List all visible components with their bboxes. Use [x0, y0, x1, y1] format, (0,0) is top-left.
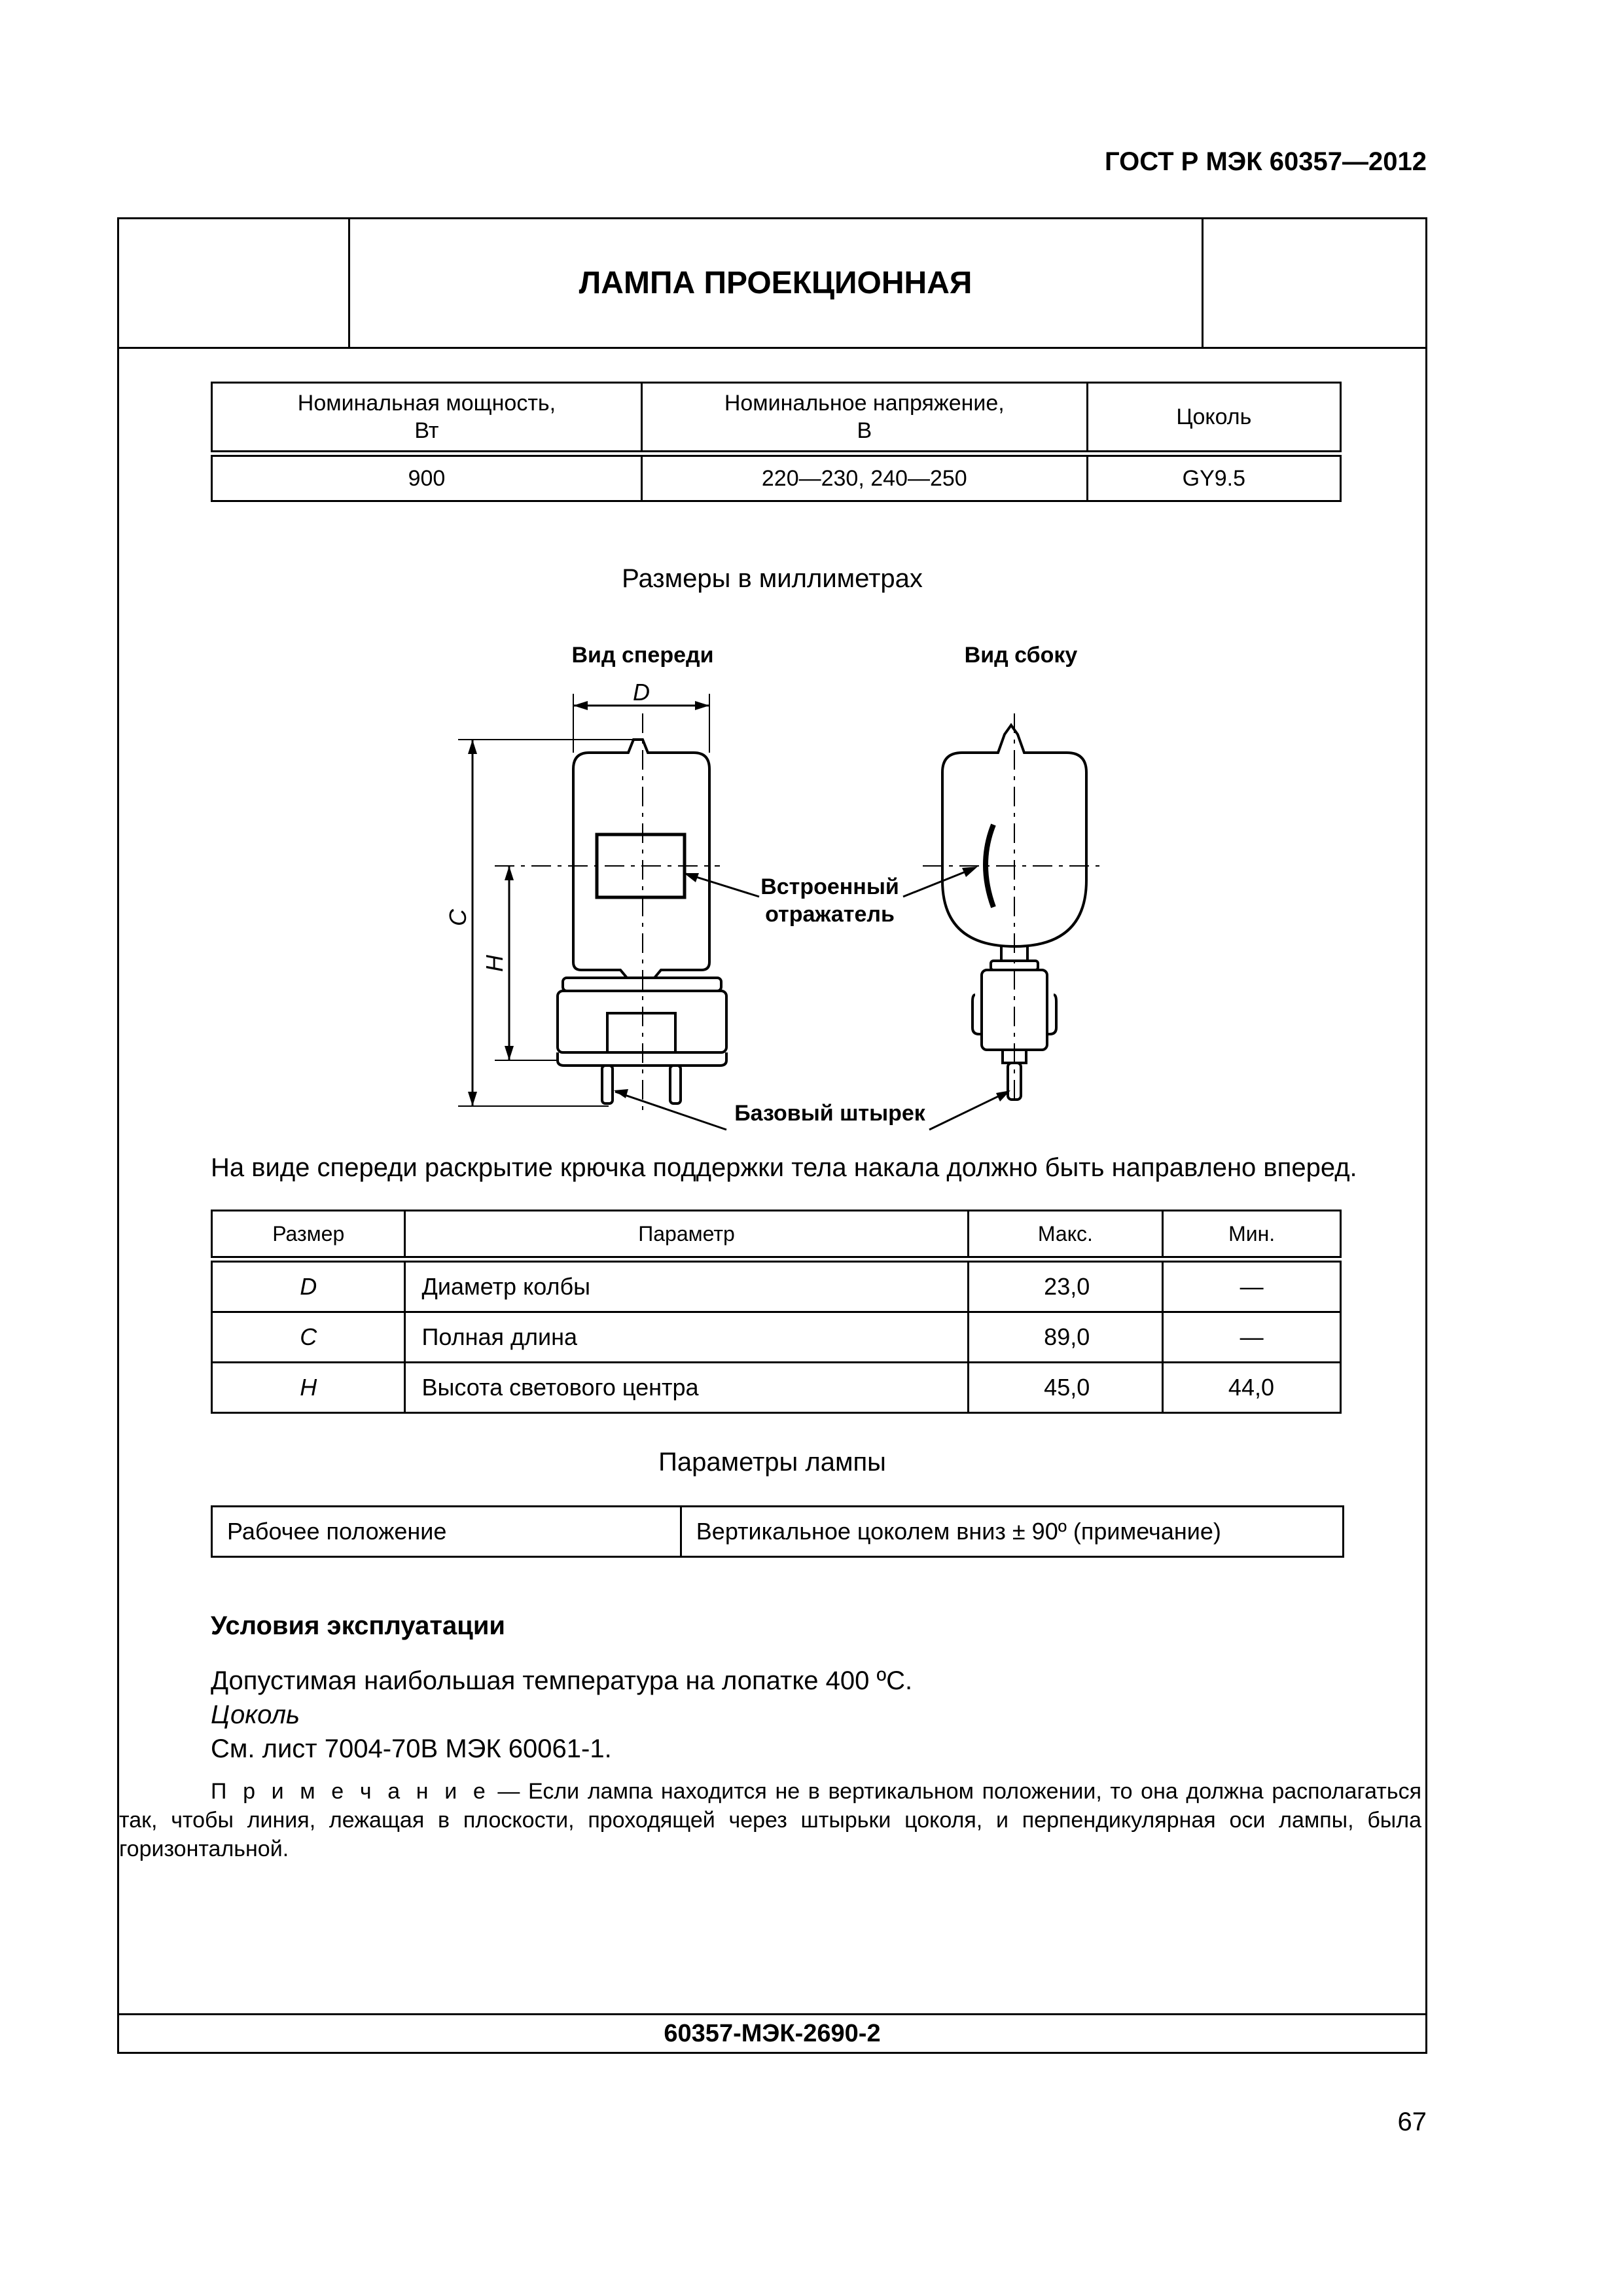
ratings-header-voltage: Номинальное напряжение, В: [641, 383, 1087, 452]
conditions-base-heading: Цоколь: [211, 1700, 300, 1729]
dimensions-header-parameter: Параметр: [405, 1211, 968, 1257]
ratings-header-base: Цоколь: [1087, 383, 1340, 452]
dimension-min: —: [1163, 1312, 1341, 1363]
page-number: 67: [1397, 2108, 1427, 2136]
dimension-max: 45,0: [968, 1363, 1163, 1413]
operating-position-label: Рабочее положение: [212, 1507, 681, 1557]
dimension-d-label: D: [633, 679, 650, 706]
ratings-power-value: 900: [212, 456, 642, 501]
dimension-h-label: H: [481, 955, 508, 972]
page-title: ЛАМПА ПРОЕКЦИОННАЯ: [579, 265, 972, 300]
dimensions-header-size: Размер: [212, 1211, 405, 1257]
front-view-note: На виде спереди раскрытие крючка поддержки тела накала должно быть направлено вперед.: [211, 1153, 1357, 1182]
ratings-header-power: Номинальная мощность, Вт: [212, 383, 642, 452]
conditions-title: Условия эксплуатации: [211, 1611, 505, 1640]
dimension-max: 23,0: [968, 1262, 1163, 1312]
note-text: — Если лампа находится не в вертикальном положении, то она должна располагаться так, чтобы линия, лежащая в плоскости, проходящей через штырьки цоколя, и перпендикулярная оси лампы, была горизонтальной.: [119, 1779, 1421, 1861]
note-paragraph: [119, 1777, 1421, 1863]
side-view-label: Вид сбоку: [964, 643, 1078, 668]
front-view-label: Вид спереди: [571, 643, 714, 668]
dimension-min: 44,0: [1163, 1363, 1341, 1413]
dimension-parameter: Высота светового центра: [405, 1363, 968, 1413]
reflector-label-line2: отражатель: [765, 902, 895, 927]
base-pin-label: Базовый штырек: [734, 1101, 925, 1126]
dimension-max: 89,0: [968, 1312, 1163, 1363]
standard-designation: ГОСТ Р МЭК 60357—2012: [1104, 147, 1427, 176]
sheet-number: 60357-МЭК-2690-2: [664, 2019, 881, 2047]
dimension-symbol: D: [212, 1262, 405, 1312]
dimensions-header-max: Макс.: [968, 1211, 1163, 1257]
dimensions-table: [211, 1210, 1342, 1414]
dimensions-header-min: Мин.: [1163, 1211, 1341, 1257]
dimensions-header-row: [212, 1211, 1341, 1257]
dimensions-caption: Размеры в миллиметрах: [622, 564, 923, 593]
table-row: [212, 1363, 1341, 1413]
note-prefix: П р и м е ч а н и е: [211, 1779, 490, 1804]
dimensions-gap-row: [212, 1257, 1341, 1262]
dimension-symbol: C: [212, 1312, 405, 1363]
dimension-parameter: Диаметр колбы: [405, 1262, 968, 1312]
table-row: [212, 1507, 1344, 1557]
ratings-voltage-value: 220—230, 240—250: [641, 456, 1087, 501]
reflector-label-line1: Встроенный: [760, 874, 899, 899]
table-row: [212, 1312, 1341, 1363]
conditions-base-reference: См. лист 7004-70В МЭК 60061-1.: [211, 1734, 612, 1763]
lamp-params-table: [211, 1505, 1344, 1558]
lamp-params-caption: Параметры лампы: [658, 1448, 886, 1477]
dimension-parameter: Полная длина: [405, 1312, 968, 1363]
dimension-c-label: C: [444, 909, 471, 926]
conditions-temperature: Допустимая наибольшая температура на лопатке 400 ºС.: [211, 1666, 913, 1695]
ratings-base-value: GY9.5: [1087, 456, 1340, 501]
operating-position-value: Вертикальное цоколем вниз ± 90º (примечание): [681, 1507, 1343, 1557]
dimension-symbol: H: [212, 1363, 405, 1413]
dimension-min: —: [1163, 1262, 1341, 1312]
table-row: [212, 1262, 1341, 1312]
